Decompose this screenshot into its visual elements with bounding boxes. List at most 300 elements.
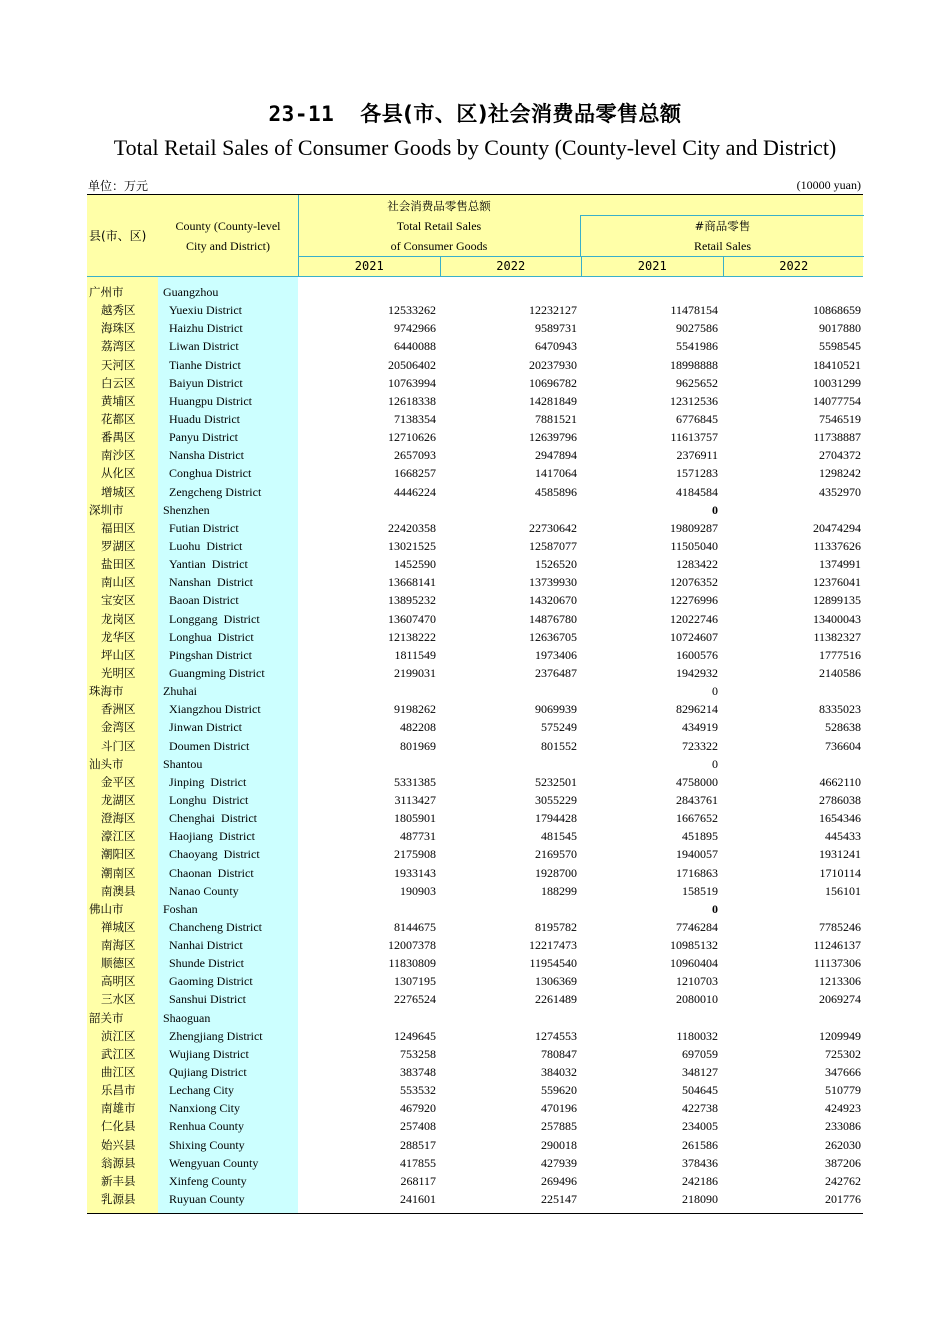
row-name-cn: 翁源县 xyxy=(101,1155,136,1170)
row-value: 7785246 xyxy=(819,919,861,934)
row-name-en: Longgang District xyxy=(169,611,260,626)
unit-label-en: (10000 yuan) xyxy=(796,178,861,192)
row-value: 241601 xyxy=(400,1192,436,1207)
row-name-en: Nansha District xyxy=(169,448,244,463)
row-value: 1973406 xyxy=(535,647,577,662)
row-name-cn: 佛山市 xyxy=(89,901,124,916)
row-value: 11337626 xyxy=(813,538,861,553)
row-value: 417855 xyxy=(400,1155,436,1170)
row-name-en: Conghua District xyxy=(169,466,252,481)
row-name-cn: 越秀区 xyxy=(101,303,136,318)
row-value: 9069939 xyxy=(535,702,577,717)
row-value: 18410521 xyxy=(813,357,861,372)
row-value: 4184584 xyxy=(676,484,718,499)
row-name-en: Jinping District xyxy=(169,774,247,789)
row-value: 347666 xyxy=(825,1065,861,1080)
row-value: 156101 xyxy=(825,883,861,898)
table-row-district xyxy=(87,773,863,791)
row-name-cn: 罗湖区 xyxy=(101,538,136,553)
table-row-city xyxy=(87,755,863,773)
row-name-en: Longhua District xyxy=(169,629,254,644)
row-value: 2786038 xyxy=(819,792,861,807)
row-value: 12312536 xyxy=(670,393,718,408)
row-name-en: Zengcheng District xyxy=(169,484,262,499)
row-value: 801969 xyxy=(400,738,436,753)
row-value: 14876780 xyxy=(529,611,577,626)
row-value: 188299 xyxy=(541,883,577,898)
title-cn-text: 各县(市、区)社会消费品零售总额 xyxy=(360,102,682,126)
row-value: 1209949 xyxy=(819,1028,861,1043)
row-name-en: Nanao County xyxy=(169,883,239,898)
row-value: 12710626 xyxy=(388,430,436,445)
row-name-en: Chenghai District xyxy=(169,811,257,826)
row-value: 2080010 xyxy=(676,992,718,1007)
row-value: 12376041 xyxy=(813,575,861,590)
row-value: 288517 xyxy=(400,1137,436,1152)
row-name-cn: 龙岗区 xyxy=(101,611,136,626)
row-value: 780847 xyxy=(541,1046,577,1061)
row-value xyxy=(721,682,863,700)
row-name-en: Luohu District xyxy=(169,538,243,553)
row-name-en: Qujiang District xyxy=(169,1065,247,1080)
row-name-cn: 濠江区 xyxy=(101,829,136,844)
row-value: 1931241 xyxy=(819,847,861,862)
header-retail-sales-cn: #商品零售 xyxy=(694,219,751,233)
row-value xyxy=(721,283,863,301)
row-value: 575249 xyxy=(541,720,577,735)
row-value: 261586 xyxy=(682,1137,718,1152)
row-value: 18998888 xyxy=(670,357,718,372)
row-value: 22420358 xyxy=(388,520,436,535)
row-value xyxy=(721,755,863,773)
row-name-en: Lechang City xyxy=(169,1083,234,1098)
row-name-en: Pingshan District xyxy=(169,647,252,662)
row-name-cn: 浈江区 xyxy=(101,1028,136,1043)
table-row-district xyxy=(87,519,863,537)
row-value: 242186 xyxy=(682,1173,718,1188)
row-value: 13021525 xyxy=(388,538,436,553)
row-value xyxy=(439,755,580,773)
row-name-cn: 荔湾区 xyxy=(101,339,136,354)
row-name-en: Zhengjiang District xyxy=(169,1028,263,1043)
row-value: 22730642 xyxy=(529,520,577,535)
row-value: 11246137 xyxy=(813,938,861,953)
row-name-cn: 福田区 xyxy=(101,520,136,535)
row-value: 1928700 xyxy=(535,865,577,880)
row-name-cn: 始兴县 xyxy=(101,1137,136,1152)
table-row-city xyxy=(87,682,863,700)
row-value: 10985132 xyxy=(670,938,718,953)
row-value: 422738 xyxy=(682,1101,718,1116)
row-value: 9742966 xyxy=(394,321,436,336)
row-value: 12899135 xyxy=(813,593,861,608)
row-name-en: Foshan xyxy=(163,901,198,916)
row-value: 1249645 xyxy=(394,1028,436,1043)
table-row-district xyxy=(87,809,863,827)
table-row-district xyxy=(87,337,863,355)
row-name-en: Gaoming District xyxy=(169,974,253,989)
row-value: 559620 xyxy=(541,1083,577,1098)
row-value: 233086 xyxy=(825,1119,861,1134)
row-name-cn: 潮阳区 xyxy=(101,847,136,862)
row-value: 262030 xyxy=(825,1137,861,1152)
row-name-cn: 天河区 xyxy=(101,357,136,372)
table-row-city xyxy=(87,900,863,918)
row-value: 2169570 xyxy=(535,847,577,862)
row-name-en: Yuexiu District xyxy=(169,303,242,318)
row-value: 1710114 xyxy=(819,865,861,880)
row-value: 1777516 xyxy=(819,647,861,662)
row-value xyxy=(439,283,580,301)
row-name-en: Yantian District xyxy=(169,557,248,572)
table-row-district xyxy=(87,990,863,1008)
table-row-district xyxy=(87,464,863,482)
row-name-en: Panyu District xyxy=(169,430,238,445)
row-value: 12138222 xyxy=(388,629,436,644)
row-value: 1526520 xyxy=(535,557,577,572)
row-value: 470196 xyxy=(541,1101,577,1116)
header-county-cn: 县(市、区) xyxy=(87,195,158,276)
row-name-en: Shunde District xyxy=(169,956,244,971)
row-value: 2657093 xyxy=(394,448,436,463)
row-value: 2843761 xyxy=(676,792,718,807)
table-row-district xyxy=(87,718,863,736)
row-value: 5331385 xyxy=(394,774,436,789)
row-name-cn: 高明区 xyxy=(101,974,136,989)
row-value: 445433 xyxy=(825,829,861,844)
row-value: 0 xyxy=(712,901,718,916)
row-value: 378436 xyxy=(682,1155,718,1170)
table-row-district xyxy=(87,1154,863,1172)
table-row-district xyxy=(87,845,863,863)
row-value: 218090 xyxy=(682,1192,718,1207)
row-value: 2947894 xyxy=(535,448,577,463)
table-row-district xyxy=(87,573,863,591)
row-name-en: Jinwan District xyxy=(169,720,242,735)
row-name-cn: 黄埔区 xyxy=(101,393,136,408)
row-value: 2376911 xyxy=(676,448,718,463)
table-row-district xyxy=(87,301,863,319)
row-name-en: Renhua County xyxy=(169,1119,244,1134)
row-value: 5598545 xyxy=(819,339,861,354)
table-row-district xyxy=(87,1190,863,1208)
row-value xyxy=(439,501,580,519)
table-row-district xyxy=(87,410,863,428)
header-year: 2022 xyxy=(440,257,582,276)
table-row-district xyxy=(87,374,863,392)
row-value: 10031299 xyxy=(813,375,861,390)
row-name-en: Xiangzhou District xyxy=(169,702,261,717)
row-value: 12022746 xyxy=(670,611,718,626)
row-name-cn: 南雄市 xyxy=(101,1101,136,1116)
row-value: 14281849 xyxy=(529,393,577,408)
row-value: 5541986 xyxy=(676,339,718,354)
row-value: 7746284 xyxy=(676,919,718,934)
row-value: 697059 xyxy=(682,1046,718,1061)
table-body xyxy=(87,277,863,1214)
row-value: 2140586 xyxy=(819,665,861,680)
row-name-en: Wengyuan County xyxy=(169,1155,259,1170)
row-value: 1794428 xyxy=(535,811,577,826)
table-row-district xyxy=(87,936,863,954)
row-value: 1940057 xyxy=(676,847,718,862)
table-row-district xyxy=(87,628,863,646)
row-value: 481545 xyxy=(541,829,577,844)
row-value: 4758000 xyxy=(676,774,718,789)
row-value: 753258 xyxy=(400,1046,436,1061)
row-name-cn: 潮南区 xyxy=(101,865,136,880)
header-total-retail xyxy=(299,195,579,256)
header-year: 2022 xyxy=(723,257,865,276)
table-row-district xyxy=(87,1063,863,1081)
row-value: 424923 xyxy=(825,1101,861,1116)
table-row-city xyxy=(87,501,863,519)
row-value: 12217473 xyxy=(529,938,577,953)
row-value: 2376487 xyxy=(535,665,577,680)
row-value: 6470943 xyxy=(535,339,577,354)
row-value: 2704372 xyxy=(819,448,861,463)
row-value: 11830809 xyxy=(388,956,436,971)
row-value xyxy=(298,682,439,700)
row-value: 8144675 xyxy=(394,919,436,934)
row-name-cn: 番禺区 xyxy=(101,430,136,445)
row-value: 487731 xyxy=(400,829,436,844)
row-value: 1298242 xyxy=(819,466,861,481)
row-value: 7546519 xyxy=(819,411,861,426)
row-value: 9589731 xyxy=(535,321,577,336)
row-value: 257885 xyxy=(541,1119,577,1134)
row-name-cn: 龙湖区 xyxy=(101,792,136,807)
row-name-en: Baiyun District xyxy=(169,375,243,390)
row-value: 12276996 xyxy=(670,593,718,608)
row-value: 9198262 xyxy=(394,702,436,717)
row-name-cn: 从化区 xyxy=(101,466,136,481)
table-row-district xyxy=(87,392,863,410)
row-name-cn: 龙华区 xyxy=(101,629,136,644)
row-value: 3113427 xyxy=(394,792,436,807)
row-name-en: Xinfeng County xyxy=(169,1173,247,1188)
row-value: 0 xyxy=(712,684,718,699)
row-value: 4352970 xyxy=(819,484,861,499)
row-value: 1571283 xyxy=(676,466,718,481)
table-row-district xyxy=(87,737,863,755)
row-name-en: Zhuhai xyxy=(163,684,197,699)
row-name-en: Huangpu District xyxy=(169,393,252,408)
row-value xyxy=(298,1009,439,1027)
row-name-en: Huadu District xyxy=(169,411,240,426)
row-value: 1600576 xyxy=(676,647,718,662)
row-value: 12587077 xyxy=(529,538,577,553)
table-row-district xyxy=(87,356,863,374)
row-value: 801552 xyxy=(541,738,577,753)
row-value: 2175908 xyxy=(394,847,436,862)
row-name-cn: 南澳县 xyxy=(101,883,136,898)
row-name-cn: 金平区 xyxy=(101,774,136,789)
row-value: 1307195 xyxy=(394,974,436,989)
header-county-en-line2: City and District) xyxy=(186,238,270,253)
row-value xyxy=(580,283,721,301)
row-value: 553532 xyxy=(400,1083,436,1098)
table-header xyxy=(87,194,863,277)
row-value: 1210703 xyxy=(676,974,718,989)
row-value: 11613757 xyxy=(670,430,718,445)
table-row-district xyxy=(87,483,863,501)
row-value: 451895 xyxy=(682,829,718,844)
table-row-district xyxy=(87,664,863,682)
row-name-cn: 武江区 xyxy=(101,1046,136,1061)
row-name-cn: 珠海市 xyxy=(89,684,124,699)
row-name-cn: 增城区 xyxy=(101,484,136,499)
row-value: 383748 xyxy=(400,1065,436,1080)
row-name-en: Baoan District xyxy=(169,593,239,608)
row-value: 10960404 xyxy=(670,956,718,971)
row-value: 12618338 xyxy=(388,393,436,408)
row-name-cn: 禅城区 xyxy=(101,919,136,934)
row-value: 158519 xyxy=(682,883,718,898)
row-name-cn: 三水区 xyxy=(101,992,136,1007)
row-value: 467920 xyxy=(400,1101,436,1116)
row-name-en: Longhu District xyxy=(169,792,249,807)
row-value: 11738887 xyxy=(813,430,861,445)
retail-sales-table xyxy=(87,194,863,1214)
row-value: 723322 xyxy=(682,738,718,753)
table-row-district xyxy=(87,646,863,664)
row-value: 13668141 xyxy=(388,575,436,590)
row-value: 6440088 xyxy=(394,339,436,354)
table-row-district xyxy=(87,446,863,464)
row-value: 9625652 xyxy=(676,375,718,390)
table-row-district xyxy=(87,700,863,718)
row-value xyxy=(439,1009,580,1027)
row-value: 4446224 xyxy=(394,484,436,499)
row-name-cn: 韶关市 xyxy=(89,1010,124,1025)
row-value: 12639796 xyxy=(529,430,577,445)
row-value xyxy=(298,755,439,773)
row-name-cn: 乳源县 xyxy=(101,1192,136,1207)
row-name-cn: 盐田区 xyxy=(101,557,136,572)
row-value: 1452590 xyxy=(394,557,436,572)
row-value: 2276524 xyxy=(394,992,436,1007)
row-name-en: Chaonan District xyxy=(169,865,254,880)
row-name-en: Shaoguan xyxy=(163,1010,211,1025)
row-value: 11382327 xyxy=(813,629,861,644)
row-value xyxy=(721,501,863,519)
row-name-en: Haizhu District xyxy=(169,321,243,336)
row-value: 12232127 xyxy=(529,303,577,318)
row-value: 387206 xyxy=(825,1155,861,1170)
row-value: 384032 xyxy=(541,1065,577,1080)
row-value xyxy=(721,900,863,918)
row-value: 736604 xyxy=(825,738,861,753)
row-value: 1811549 xyxy=(394,647,436,662)
row-name-cn: 深圳市 xyxy=(89,502,124,517)
row-value: 269496 xyxy=(541,1173,577,1188)
row-value: 510779 xyxy=(825,1083,861,1098)
unit-label-cn: 单位：万元 xyxy=(88,179,149,193)
table-row-district xyxy=(87,1045,863,1063)
row-name-cn: 南沙区 xyxy=(101,448,136,463)
table-row-district xyxy=(87,1117,863,1135)
table-row-district xyxy=(87,591,863,609)
row-value: 1417064 xyxy=(535,466,577,481)
row-name-en: Sanshui District xyxy=(169,992,246,1007)
row-value: 10724607 xyxy=(670,629,718,644)
row-name-cn: 金湾区 xyxy=(101,720,136,735)
row-value: 7881521 xyxy=(535,411,577,426)
row-value: 1213306 xyxy=(819,974,861,989)
row-value: 9027586 xyxy=(676,321,718,336)
row-name-cn: 仁化县 xyxy=(101,1119,136,1134)
row-value: 268117 xyxy=(400,1173,436,1188)
row-value: 0 xyxy=(712,502,718,517)
row-value: 14077754 xyxy=(813,393,861,408)
row-value: 1180032 xyxy=(676,1028,718,1043)
row-name-cn: 新丰县 xyxy=(101,1173,136,1188)
row-name-en: Haojiang District xyxy=(169,829,255,844)
row-name-cn: 汕头市 xyxy=(89,756,124,771)
row-name-cn: 白云区 xyxy=(101,375,136,390)
table-row-district xyxy=(87,954,863,972)
row-value: 1668257 xyxy=(394,466,436,481)
row-value: 257408 xyxy=(400,1119,436,1134)
row-value xyxy=(439,682,580,700)
row-value: 1274553 xyxy=(535,1028,577,1043)
table-row-district xyxy=(87,1081,863,1099)
row-name-en: Nanxiong City xyxy=(169,1101,240,1116)
table-row-district xyxy=(87,882,863,900)
row-value: 528638 xyxy=(825,720,861,735)
row-value: 2261489 xyxy=(535,992,577,1007)
row-value: 8296214 xyxy=(676,702,718,717)
row-value: 8195782 xyxy=(535,919,577,934)
table-row-district xyxy=(87,555,863,573)
header-total-retail-cn: 社会消费品零售总额 xyxy=(387,198,491,213)
row-value: 6776845 xyxy=(676,411,718,426)
row-value: 725302 xyxy=(825,1046,861,1061)
table-row-district xyxy=(87,827,863,845)
table-row-district xyxy=(87,791,863,809)
row-name-cn: 曲江区 xyxy=(101,1065,136,1080)
row-value: 1654346 xyxy=(819,811,861,826)
row-name-cn: 光明区 xyxy=(101,665,136,680)
row-name-en: Nanhai District xyxy=(169,938,243,953)
header-years xyxy=(299,256,864,276)
row-value: 1667652 xyxy=(676,811,718,826)
row-value: 11478154 xyxy=(670,303,718,318)
row-name-cn: 海珠区 xyxy=(101,321,136,336)
table-row-district xyxy=(87,1027,863,1045)
row-value: 504645 xyxy=(682,1083,718,1098)
row-value: 2069274 xyxy=(819,992,861,1007)
row-value: 20237930 xyxy=(529,357,577,372)
row-name-cn: 宝安区 xyxy=(101,593,136,608)
row-name-en: Tianhe District xyxy=(169,357,241,372)
table-row-district xyxy=(87,1172,863,1190)
header-retail-sales-en: Retail Sales xyxy=(694,239,751,253)
row-value: 12636705 xyxy=(529,629,577,644)
header-county-en xyxy=(158,195,298,276)
row-name-cn: 澄海区 xyxy=(101,811,136,826)
row-value xyxy=(580,1009,721,1027)
table-row-district xyxy=(87,972,863,990)
row-value: 190903 xyxy=(400,883,436,898)
row-value: 3055229 xyxy=(535,792,577,807)
row-value: 201776 xyxy=(825,1192,861,1207)
row-value: 11137306 xyxy=(813,956,861,971)
row-name-en: Guangzhou xyxy=(163,285,219,299)
header-total-retail-en2: of Consumer Goods xyxy=(390,238,488,253)
row-name-en: Futian District xyxy=(169,520,239,535)
